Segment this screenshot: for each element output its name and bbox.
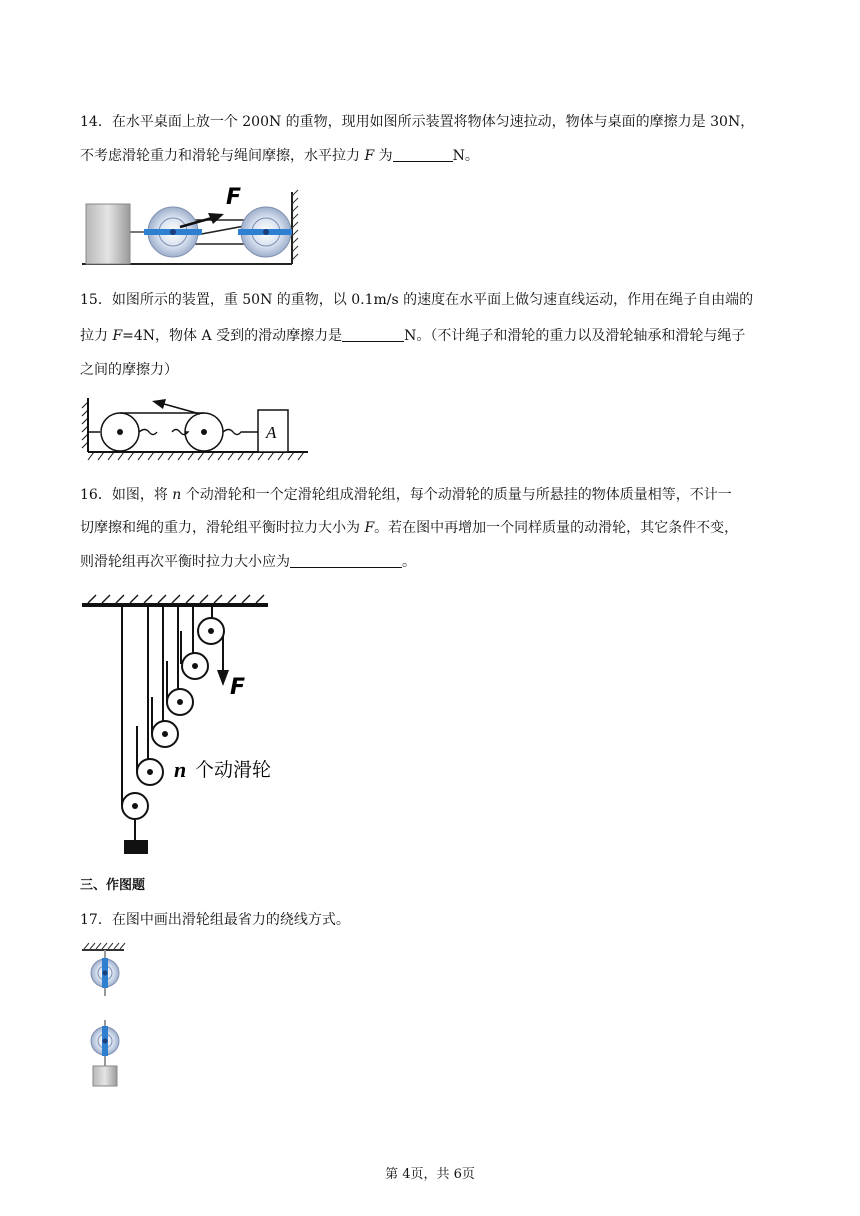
hanging-weight — [124, 840, 148, 854]
q14-line2-c: N。 — [452, 148, 479, 164]
q16-force-var: F — [364, 520, 375, 536]
q15-line2 — [80, 326, 745, 346]
q17-weight-block — [93, 1066, 117, 1086]
pulleys — [122, 618, 224, 819]
q16-line1-a: 16．如图，将 — [80, 487, 173, 503]
q14-line2-b: 为 — [374, 148, 393, 164]
q16-line2 — [80, 518, 738, 538]
q15-line1: 15．如图所示的装置，重 50N 的重物，以 0.1m/s 的速度在水平面上做匀速直线运动，作用在绳子自由端的 — [80, 292, 754, 308]
q16-line2-b: 。若在图中再增加一个同样质量的动滑轮，其它条件不变， — [374, 520, 739, 536]
q17-movable-pulley-hub — [103, 1039, 108, 1044]
fixed-pulley-q15-hub — [117, 429, 123, 435]
pull-arrow-head — [152, 399, 166, 409]
q16-n-label: n — [174, 757, 187, 782]
q15-figure — [82, 394, 312, 466]
page-footer: 第 4页，共 6页 — [385, 1167, 475, 1182]
q16-force-label: F — [230, 675, 246, 700]
q15-force-var: F — [112, 328, 123, 344]
q16-line3-b: 。 — [402, 554, 416, 570]
q14-line1: 14．在水平桌面上放一个 200N 的重物，现用如图所示装置将物体匀速拉动，物体与桌面的摩擦力是 30N， — [80, 114, 755, 130]
q16-figure — [82, 594, 302, 858]
q17-text: 17．在图中画出滑轮组最省力的绕线方式。 — [80, 912, 350, 928]
floor-hatch — [88, 452, 304, 460]
q16-n-var: n — [172, 487, 182, 503]
q17-figure — [82, 940, 132, 1090]
q15-line2-b: =4N，物体 A 受到的滑动摩擦力是 — [122, 328, 343, 344]
q16-answer-blank[interactable] — [290, 553, 402, 568]
block-a-label: A — [266, 423, 277, 442]
q16-line1 — [80, 485, 732, 505]
ceiling-hatch — [88, 595, 264, 603]
q16-caption: 个动滑轮 — [195, 759, 272, 781]
section-heading: 三、作图题 — [80, 878, 146, 893]
q16-force-arrow — [217, 670, 229, 686]
q15-line2-c: N。（不计绳子和滑轮的重力以及滑轮轴承和滑轮与绳子 — [404, 328, 746, 344]
q16-line2-a: 切摩擦和绳的重力，滑轮组平衡时拉力大小为 — [80, 520, 365, 536]
q15-answer-blank[interactable] — [342, 327, 404, 342]
hook-left — [139, 430, 157, 435]
q17-ceiling-hatch — [84, 943, 125, 949]
q16-line3-a: 则滑轮组再次平衡时拉力大小应为 — [80, 554, 290, 570]
q14-answer-blank[interactable] — [393, 147, 453, 162]
movable-pulley-hub — [170, 229, 176, 235]
weight-block — [86, 204, 130, 264]
q14-force-label: F — [226, 185, 242, 210]
q15-line3: 之间的摩擦力） — [80, 362, 178, 378]
q16-line3 — [80, 552, 416, 572]
fixed-pulley-hub — [263, 229, 269, 235]
q14-figure — [80, 180, 300, 275]
q17-fixed-pulley-hub — [103, 971, 108, 976]
q16-line1-b: 个动滑轮和一个定滑轮组成滑轮组，每个动滑轮的质量与所悬挂的物体质量相等，不计一 — [181, 487, 732, 503]
q14-force-var: F — [364, 148, 375, 164]
q15-line2-a: 拉力 — [80, 328, 113, 344]
q14-line2-a: 不考虑滑轮重力和滑轮与绳间摩擦，水平拉力 — [80, 148, 365, 164]
hook-right — [223, 430, 258, 435]
q14-line2 — [80, 146, 479, 166]
movable-pulley-q15-hub — [201, 429, 207, 435]
